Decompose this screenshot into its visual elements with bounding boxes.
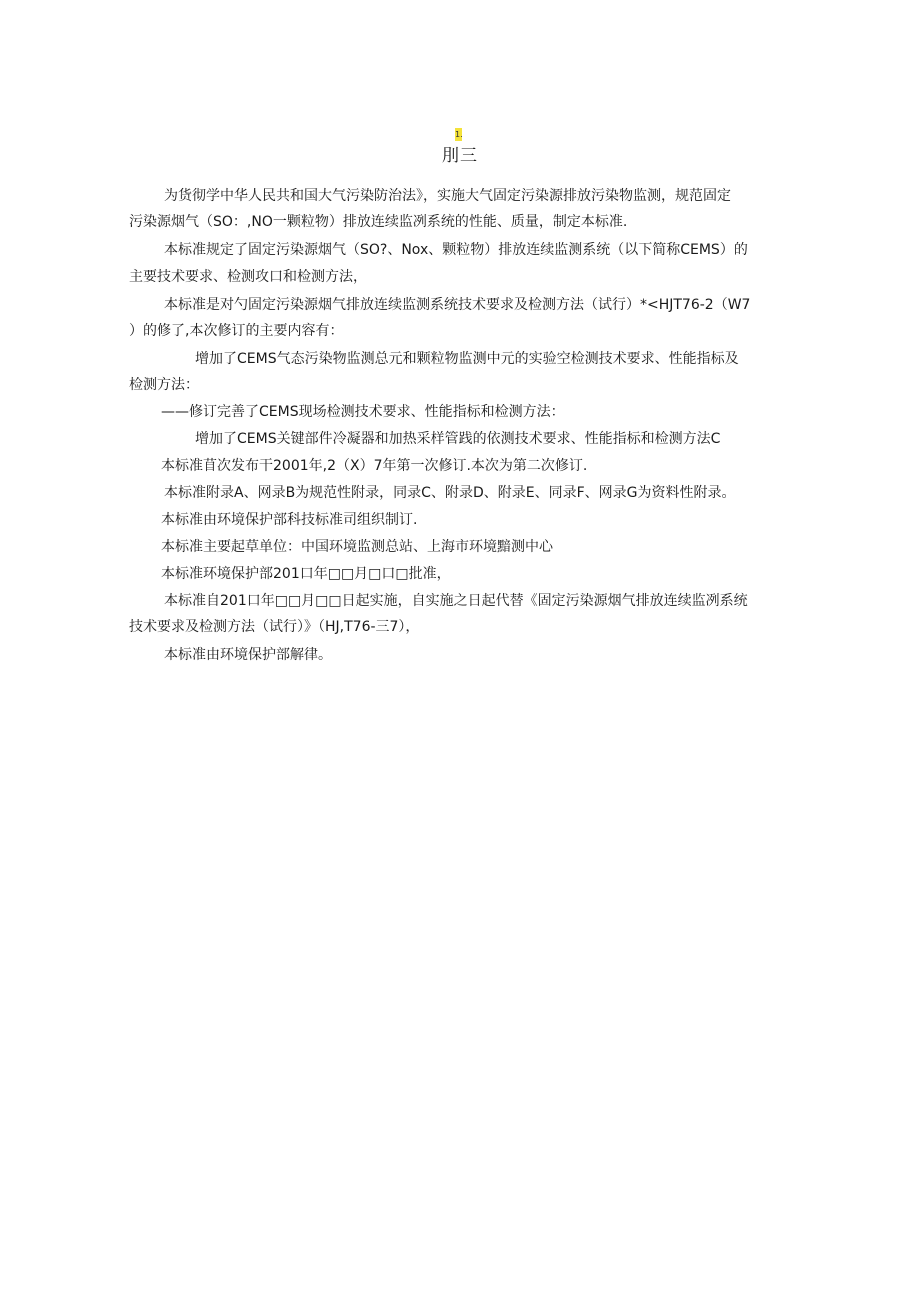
paragraph-line: 技术要求及检测方法（试行）》（HJ,T76-三7），: [129, 619, 420, 635]
page-title: 刖三: [442, 146, 478, 166]
paragraph-line: 本标准附录A、网录B为规范性附录，同录C、附录D、附录E、同录F、网录G为资料性附录。: [164, 485, 736, 501]
paragraph-line: ——修订完善了CEMS现场检测技术要求、性能指标和检测方法：: [161, 404, 565, 420]
paragraph-line: 本标准环境保护部201口年□□月□口□批准，: [161, 566, 451, 582]
paragraph-line: 本标准规定了固定污染源烟气（SO?、Nox、颗粒物）排放连续监测系统（以下简称CEMS）的: [164, 242, 748, 258]
paragraph-line: 检测方法：: [129, 377, 199, 393]
paragraph-line: 本标准由环境保护部科技标准司组织制订.: [161, 512, 418, 528]
highlight-mark: 1.: [455, 130, 463, 139]
paragraph-line: 本标准由环境保护部解律。: [164, 647, 332, 663]
paragraph-line: 污染源烟气（SO：,NO一颗粒物）排放连续监冽系统的性能、质量，制定本标准.: [129, 214, 628, 230]
paragraph-line: 本标准自201口年□□月□□日起实施，自实施之日起代替《固定污染源烟气排放连续监冽系统: [164, 593, 748, 609]
paragraph-line: 增加了CEMS关键部件冷凝器和加热采样管践的依测技术要求、性能指标和检测方法C: [195, 431, 721, 447]
paragraph-line: 本标准主要起草单位：中国环境监测总站、上海市环境黯测中心: [161, 539, 553, 555]
paragraph-line: 增加了CEMS气态污染物监测总元和颗粒物监测中元的实验空检测技术要求、性能指标及: [195, 351, 739, 367]
paragraph-line: ）的修了,本次修订的主要内容有：: [129, 323, 344, 339]
paragraph-line: 本标准苜次发布干2001年,2（X）7年第一次修订.本次为第二次修订.: [161, 458, 588, 474]
paragraph-line: 主要技术要求、检测攻口和检测方法，: [129, 269, 367, 285]
paragraph-line: 本标准是对勺固定污染源烟气排放连续监测系统技术要求及检测方法（试行）*<HJT76-2（W7: [164, 297, 751, 313]
paragraph-line: 为货彻学中华人民共和国大气污染防治法》，实施大气固定污染源排放污染物监测，规范固定: [164, 188, 731, 204]
